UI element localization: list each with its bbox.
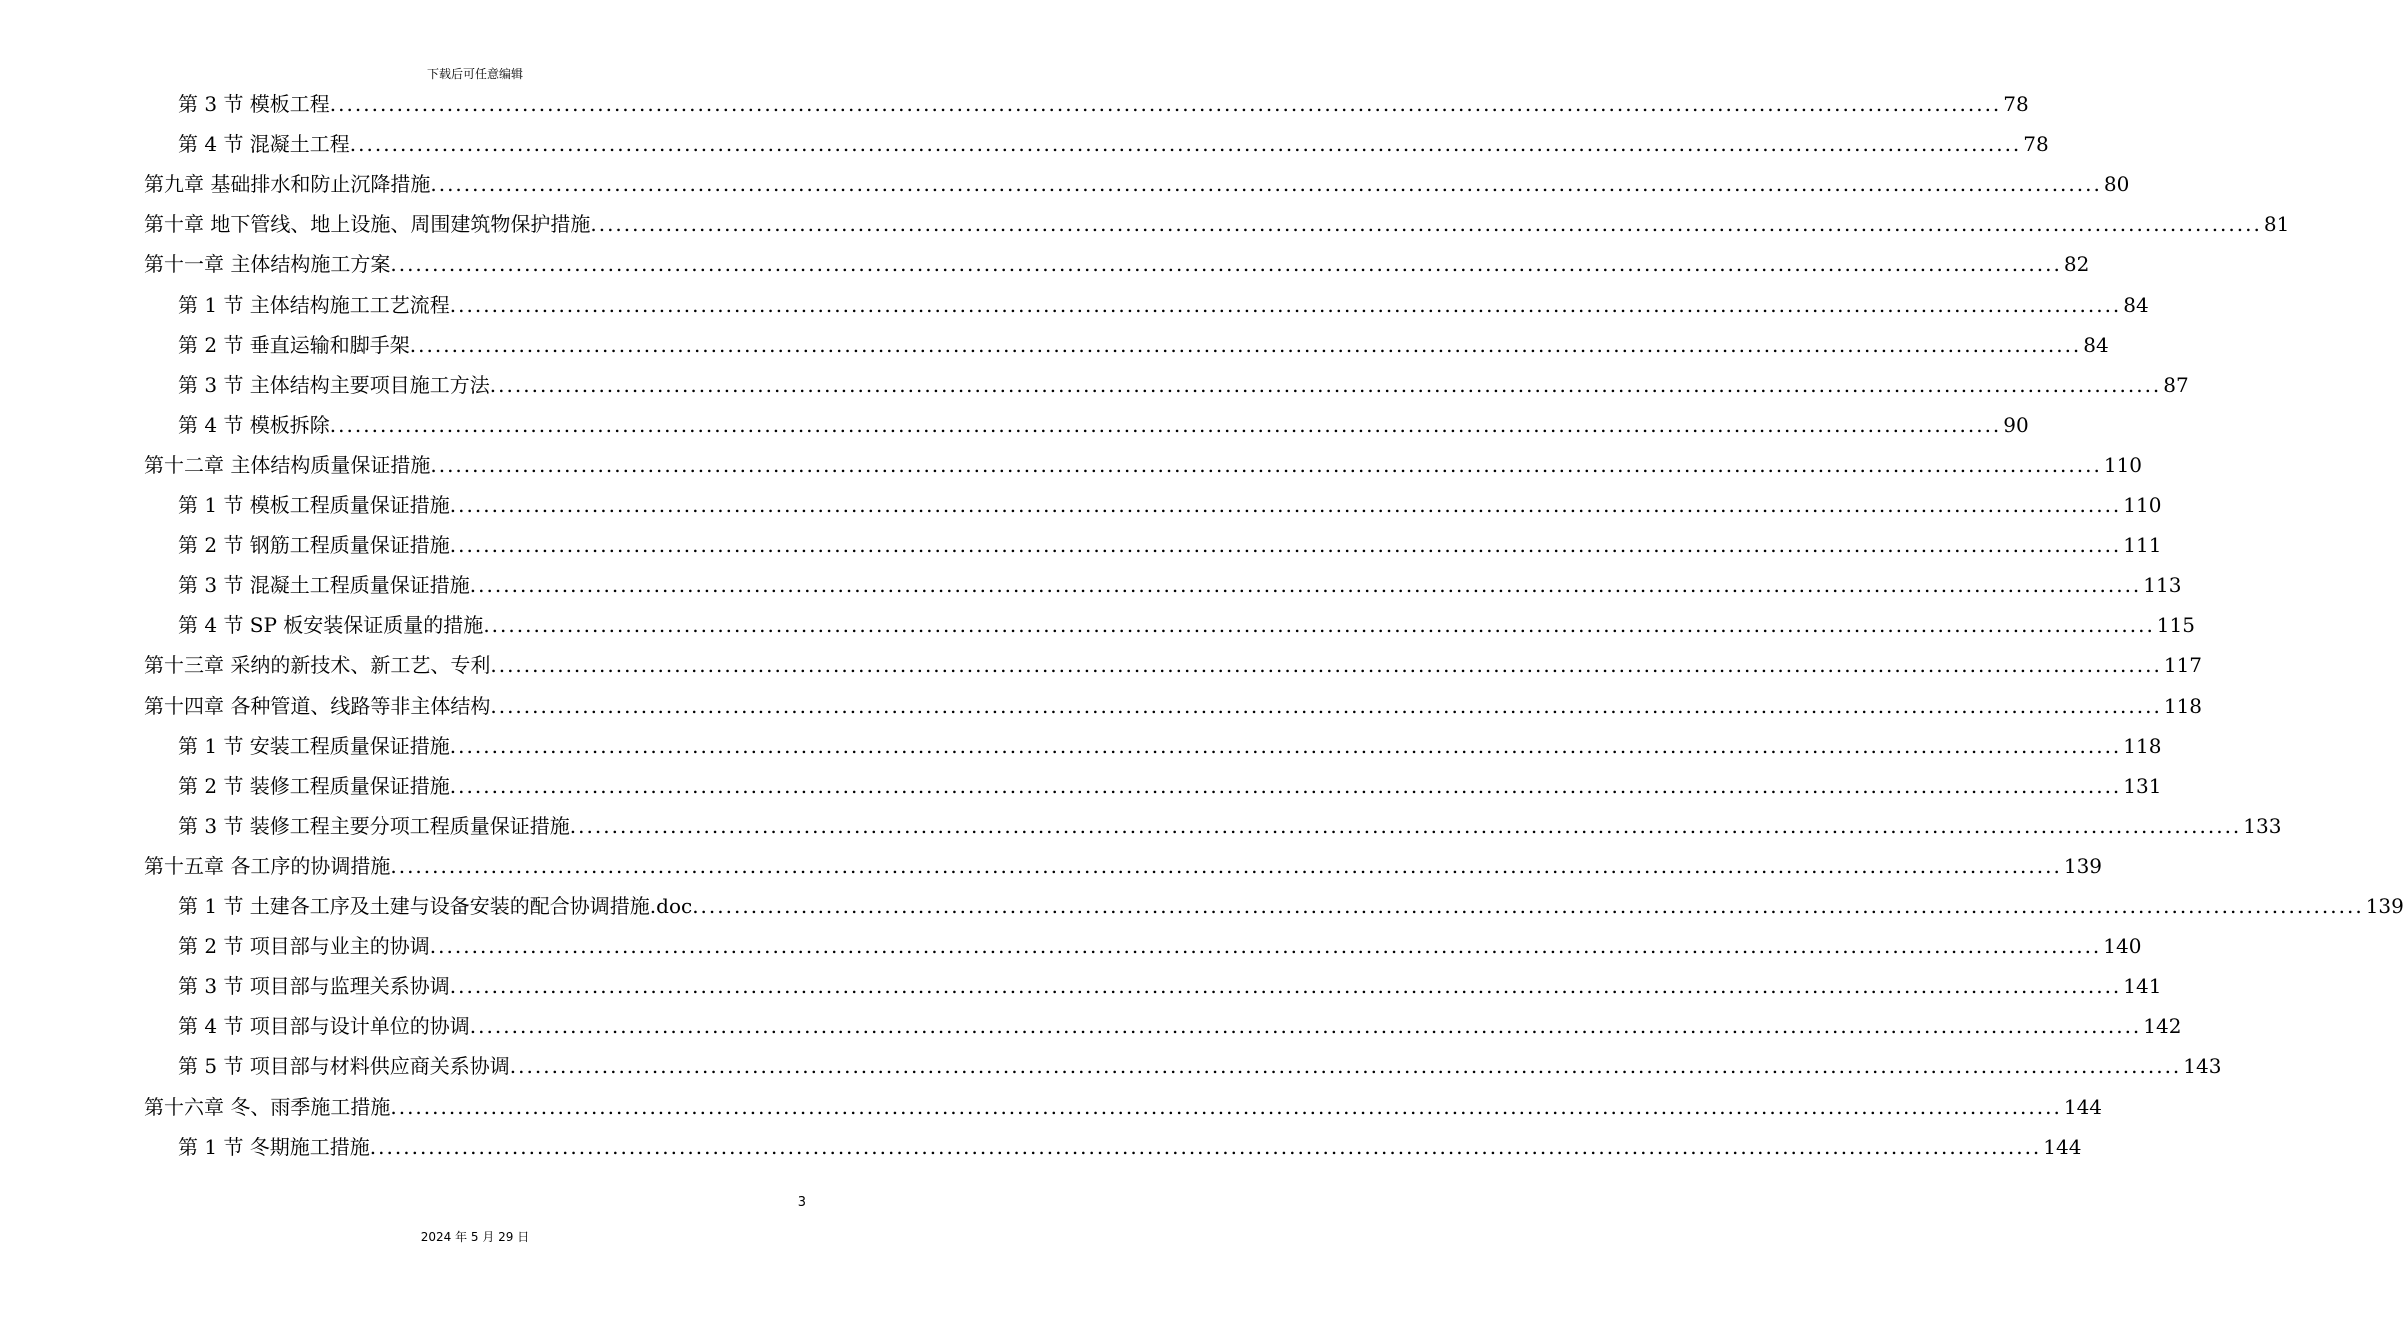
toc-entry-title: 第十章 地下管线、地上设施、周围建筑物保护措施	[144, 212, 591, 237]
toc-leader-dots: ........................................................................................................................................................................................................	[369, 1134, 2042, 1159]
toc-entry-page: 118	[2163, 693, 2203, 718]
toc-entry-title: 第十四章 各种管道、线路等非主体结构	[144, 693, 491, 718]
toc-entry-title: 第 1 节 土建各工序及土建与设备安装的配合协调措施.doc	[178, 894, 693, 918]
toc-entry	[178, 886, 2404, 926]
toc-entry-title: 第十三章 采纳的新技术、新工艺、专利	[144, 653, 491, 678]
toc-leader-dots: ........................................................................................................................................................................................................	[692, 894, 2364, 918]
toc-entry-title: 第 1 节 安装工程质量保证措施	[178, 733, 450, 758]
toc-entry-title: 第 4 节 SP 板安装保证质量的措施	[178, 613, 484, 638]
toc-leader-dots: ........................................................................................................................................................................................................	[390, 853, 2062, 878]
toc-leader-dots: ........................................................................................................................................................................................................	[390, 252, 2062, 277]
toc-entry	[178, 806, 2282, 846]
toc-leader-dots: ........................................................................................................................................................................................................	[590, 212, 2262, 237]
toc-entry-page: 87	[2163, 372, 2189, 397]
toc-entry-title: 第 4 节 混凝土工程	[178, 132, 350, 157]
toc-leader-dots: ........................................................................................................................................................................................................	[449, 533, 2122, 558]
toc-entry	[144, 445, 2143, 485]
footer-date: 2024 年 5 月 29 日	[420, 1230, 530, 1244]
toc-entry-title: 第 4 节 项目部与设计单位的协调	[178, 1014, 470, 1039]
toc-entry	[178, 285, 2149, 325]
toc-entry-page: 118	[2123, 733, 2162, 758]
toc-leader-dots: ........................................................................................................................................................................................................	[449, 292, 2122, 317]
toc-leader-dots: ........................................................................................................................................................................................................	[490, 653, 2162, 678]
toc-entry-title: 第 1 节 冬期施工措施	[178, 1134, 370, 1159]
toc-entry-title: 第 2 节 钢筋工程质量保证措施	[178, 533, 450, 558]
toc-entry-page: 115	[2156, 613, 2195, 638]
toc-entry	[178, 605, 2195, 645]
toc-entry	[178, 1127, 2082, 1167]
toc-entry-title: 第 5 节 项目部与材料供应商关系协调	[178, 1054, 510, 1079]
toc-entry	[144, 686, 2203, 726]
toc-entry-title: 第 2 节 垂直运输和脚手架	[178, 332, 410, 357]
toc-leader-dots: ........................................................................................................................................................................................................	[490, 693, 2162, 718]
toc-leader-dots: ........................................................................................................................................................................................................	[430, 452, 2102, 477]
toc-entry	[178, 1006, 2182, 1046]
toc-leader-dots: ........................................................................................................................................................................................................	[469, 1014, 2142, 1039]
toc-entry-page: 81	[2263, 212, 2290, 237]
toc-entry-title: 第 2 节 项目部与业主的协调	[178, 934, 430, 959]
toc-entry-page: 144	[2043, 1134, 2082, 1159]
toc-entry-page: 110	[2123, 493, 2162, 517]
toc-entry-page: 131	[2123, 773, 2162, 798]
toc-entry-title: 第十五章 各工序的协调措施	[144, 853, 391, 878]
toc-entry-page: 143	[2183, 1054, 2222, 1079]
toc-entry-page: 140	[2103, 934, 2142, 959]
toc-entry	[178, 325, 2109, 365]
toc-entry	[178, 84, 2029, 124]
toc-entry	[178, 926, 2142, 966]
toc-entry-page: 141	[2123, 974, 2162, 999]
toc-entry-page: 139	[2365, 894, 2404, 918]
toc-leader-dots: ........................................................................................................................................................................................................	[409, 332, 2082, 357]
toc-entry-title: 第 1 节 主体结构施工工艺流程	[178, 292, 450, 317]
toc-leader-dots: ........................................................................................................................................................................................................	[329, 92, 2002, 116]
toc-entry-title: 第 3 节 装修工程主要分项工程质量保证措施	[178, 813, 570, 838]
toc-entry	[178, 124, 2049, 164]
toc-entry	[144, 1087, 2103, 1127]
toc-entry-title: 第 2 节 装修工程质量保证措施	[178, 773, 450, 798]
toc-entry-page: 90	[2003, 412, 2029, 437]
toc-leader-dots: ........................................................................................................................................................................................................	[390, 1094, 2062, 1119]
toc-entry-page: 84	[2083, 332, 2109, 357]
toc-entry-title: 第 1 节 模板工程质量保证措施	[178, 493, 450, 517]
toc-entry	[178, 966, 2162, 1006]
toc-entry-page: 84	[2123, 292, 2149, 317]
toc-leader-dots: ........................................................................................................................................................................................................	[569, 813, 2242, 838]
toc-entry-page: 82	[2063, 252, 2090, 277]
toc-leader-dots: ........................................................................................................................................................................................................	[509, 1054, 2182, 1079]
toc-entry	[144, 846, 2103, 886]
toc-entry	[178, 1046, 2222, 1086]
toc-entry	[178, 365, 2189, 405]
toc-leader-dots: ........................................................................................................................................................................................................	[449, 493, 2122, 517]
toc-entry-title: 第 4 节 模板拆除	[178, 412, 330, 437]
toc-leader-dots: ........................................................................................................................................................................................................	[449, 733, 2122, 758]
toc-entry-title: 第 3 节 主体结构主要项目施工方法	[178, 372, 490, 397]
toc-entry	[178, 525, 2162, 565]
toc-entry-title: 第十一章 主体结构施工方案	[144, 252, 391, 277]
toc-entry-title: 第十二章 主体结构质量保证措施	[144, 452, 431, 477]
toc-leader-dots: ........................................................................................................................................................................................................	[489, 372, 2162, 397]
toc-leader-dots: ........................................................................................................................................................................................................	[449, 773, 2122, 798]
toc-entry-title: 第九章 基础排水和防止沉降措施	[144, 172, 431, 197]
toc-entry	[178, 485, 2162, 525]
toc-leader-dots: ........................................................................................................................................................................................................	[449, 974, 2122, 999]
page-header: 下载后可任意编辑	[426, 67, 523, 81]
toc-leader-dots: ........................................................................................................................................................................................................	[429, 934, 2102, 959]
toc-leader-dots: ........................................................................................................................................................................................................	[430, 172, 2102, 197]
toc-entry-title: 第 3 节 模板工程	[178, 92, 330, 116]
toc-entry-title: 第十六章 冬、雨季施工措施	[144, 1094, 391, 1119]
page-number: 3	[797, 1195, 806, 1210]
toc-entry-page: 111	[2123, 533, 2162, 558]
toc-leader-dots: ........................................................................................................................................................................................................	[483, 613, 2155, 638]
toc-leader-dots: ........................................................................................................................................................................................................	[349, 132, 2022, 157]
toc-entry-title: 第 3 节 项目部与监理关系协调	[178, 974, 450, 999]
toc-entry	[144, 645, 2203, 685]
toc-entry	[178, 565, 2182, 605]
toc-leader-dots: ........................................................................................................................................................................................................	[329, 412, 2002, 437]
toc-entry-page: 144	[2063, 1094, 2103, 1119]
toc-entry	[144, 204, 2290, 244]
toc-entry-page: 78	[2023, 132, 2049, 157]
toc-leader-dots: ........................................................................................................................................................................................................	[469, 573, 2142, 598]
toc-entry	[178, 726, 2162, 766]
toc-entry-page: 78	[2003, 92, 2029, 116]
toc-entry-page: 113	[2143, 573, 2182, 598]
toc-entry	[144, 244, 2090, 284]
toc-entry-page: 142	[2143, 1014, 2182, 1039]
toc-entry-page: 139	[2063, 853, 2103, 878]
toc-entry-page: 117	[2163, 653, 2203, 678]
toc-entry-page: 133	[2243, 813, 2282, 838]
toc-entry-page: 110	[2103, 452, 2143, 477]
toc-entry	[178, 405, 2029, 445]
toc-entry	[178, 766, 2162, 806]
toc-entry-page: 80	[2103, 172, 2130, 197]
toc-entry	[144, 164, 2130, 204]
toc-entry-title: 第 3 节 混凝土工程质量保证措施	[178, 573, 470, 598]
